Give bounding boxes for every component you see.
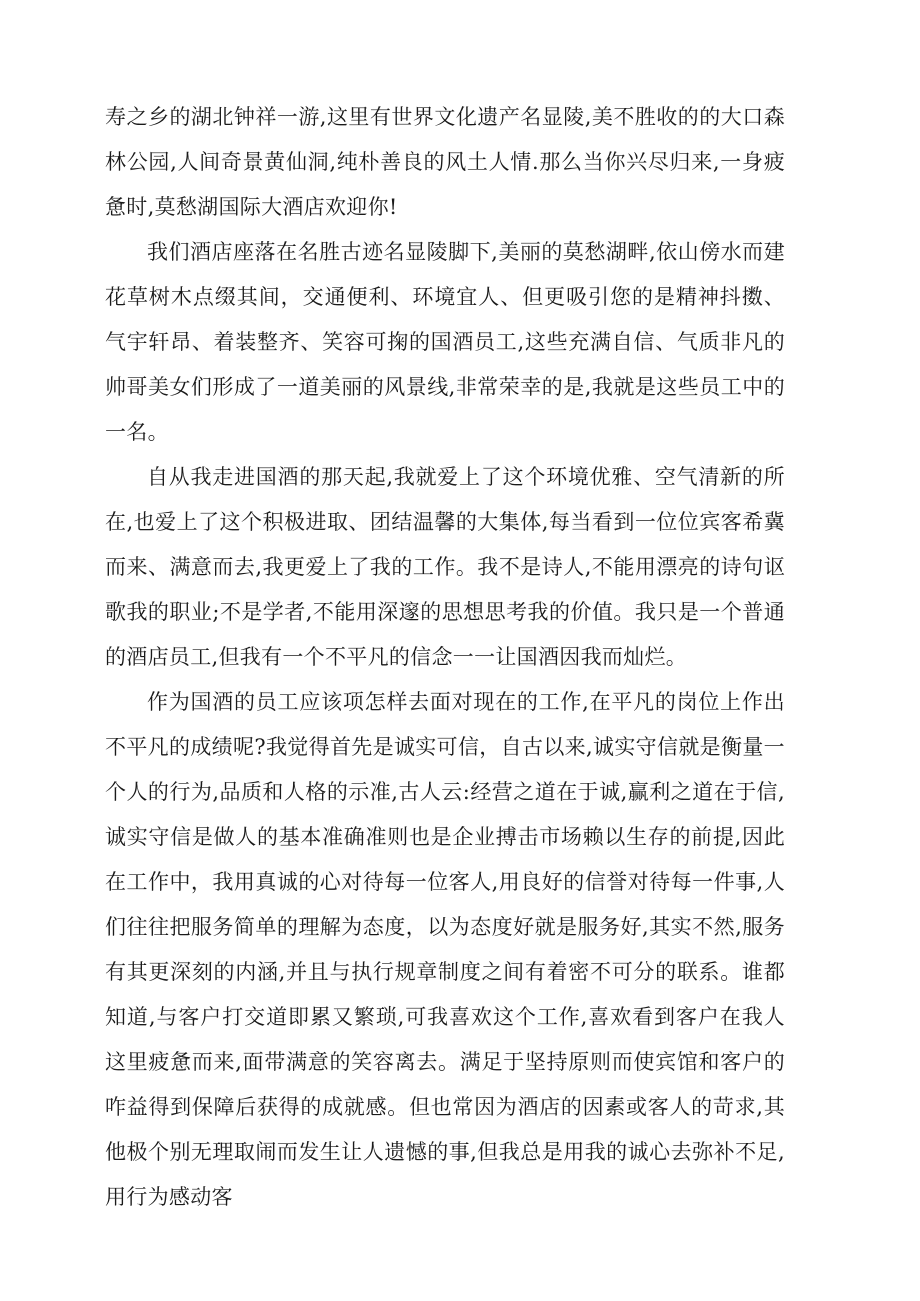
- paragraph-hotel-location: 我们酒店座落在名胜古迹名显陵脚下,美丽的莫愁湖畔,依山傍水而建花草树木点缀其间，交通便利、环境宜人、但更吸引您的是精神抖擞、气宇轩昂、着装整齐、笑容可掬的国酒员工,这些充满自信、气质非凡的帅哥美女们形成了一道美丽的风景线,非常荣幸的是,我就是这些员工中的一名。: [105, 240, 785, 444]
- paragraph-continued: 寿之乡的湖北钟祥一游,这里有世界文化遗产名显陵,美不胜收的的大口森林公园,人间奇景黄仙洞,纯朴善良的风土人情.那么当你兴尽归来,一身疲惫时,莫愁湖国际大酒店欢迎你!: [105, 105, 785, 219]
- paragraph-honesty: 作为国酒的员工应该项怎样去面对现在的工作,在平凡的岗位上作出不平凡的成绩呢?我觉得首先是诚实可信，自古以来,诚实守信就是衡量一个人的行为,品质和人格的示准,古人云:经营之道在于诚,赢利之道在于信,诚实守信是做人的基本准确准则也是企业搏击市场赖以生存的前提,因此在工作中，我用真诚的心对待每一位客人,用良好的信誉对待每一件事,人们往往把服务简单的理解为态度，以为态度好就是服务好,其实不然,服务有其更深刻的内涵,并且与执行规章制度之间有着密不可分的联系。谁都知道,与客户打交道即累又繁琐,可我喜欢这个工作,喜欢看到客户在我人这里疲惫而来,面带满意的笑容离去。满足于坚持原则而使宾馆和客户的咋益得到保障后获得的成就感。但也常因为酒店的因素或客人的苛求,其他极个别无理取闹而发生让人遗憾的事,但我总是用我的诚心去弥补不足,用行为感动客: [105, 690, 785, 1209]
- document-body: [105, 95, 785, 1220]
- paragraph-love-of-work: 自从我走进国酒的那天起,我就爱上了这个环境优雅、空气清新的所在,也爱上了这个积极进取、团结温馨的大集体,每当看到一位位宾客希冀而来、满意而去,我更爱上了我的工作。我不是诗人,不能用漂亮的诗句讴歌我的职业;不是学者,不能用深邃的思想思考我的价值。我只是一个普通的酒店员工,但我有一个不平凡的信念一一让国酒因我而灿烂。: [105, 465, 785, 669]
